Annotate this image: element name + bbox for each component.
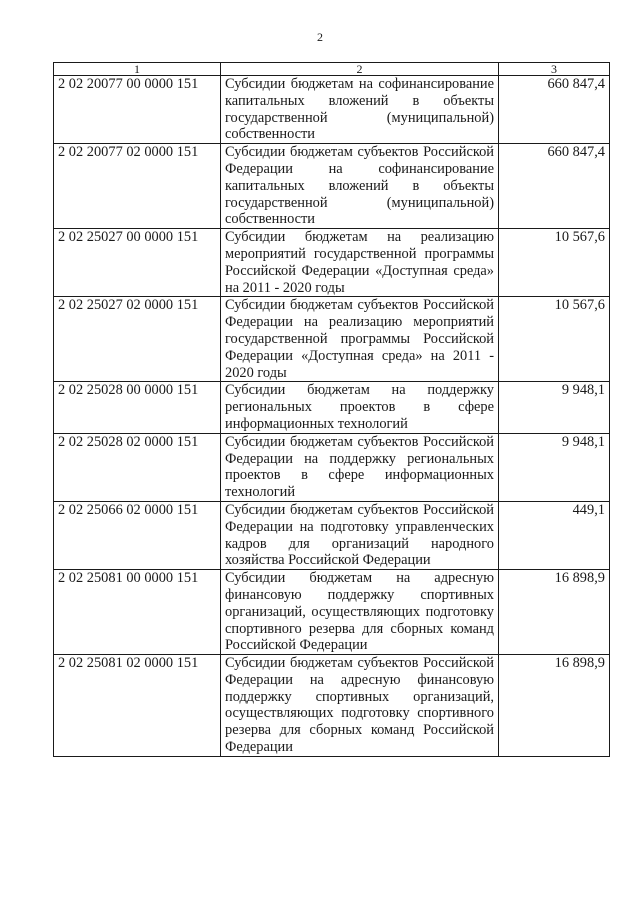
- description-cell: Субсидии бюджетам субъектов Российской Федерации на поддержку региональных проектов в сфере информационных технологий: [221, 433, 499, 501]
- description-cell: Субсидии бюджетам субъектов Российской Федерации на софинансирование капитальных вложений в объекты государственной (муниципальной) собственности: [221, 144, 499, 229]
- budget-code-cell: 2 02 25027 02 0000 151: [54, 297, 221, 382]
- table-row: [54, 144, 610, 229]
- table-row: [54, 433, 610, 501]
- amount-cell: 449,1: [499, 501, 610, 569]
- budget-code-cell: 2 02 25028 00 0000 151: [54, 382, 221, 433]
- amount-cell: 10 567,6: [499, 229, 610, 297]
- description-cell: Субсидии бюджетам на поддержку региональных проектов в сфере информационных технологий: [221, 382, 499, 433]
- column-header-amount: 3: [499, 63, 610, 76]
- amount-cell: 10 567,6: [499, 297, 610, 382]
- table-row: [54, 297, 610, 382]
- budget-code-cell: 2 02 25066 02 0000 151: [54, 501, 221, 569]
- budget-revenue-table: [53, 62, 610, 757]
- table-row: [54, 229, 610, 297]
- column-header-name: 2: [221, 63, 499, 76]
- table-row: [54, 501, 610, 569]
- table-row: [54, 655, 610, 757]
- table-row: [54, 76, 610, 144]
- amount-cell: 9 948,1: [499, 433, 610, 501]
- column-header-code: 1: [54, 63, 221, 76]
- description-cell: Субсидии бюджетам на реализацию мероприятий государственной программы Российской Федерации «Доступная среда» на 2011 - 2020 годы: [221, 229, 499, 297]
- budget-code-cell: 2 02 25081 02 0000 151: [54, 655, 221, 757]
- table-row: [54, 382, 610, 433]
- amount-cell: 9 948,1: [499, 382, 610, 433]
- description-cell: Субсидии бюджетам на софинансирование капитальных вложений в объекты государственной (муниципальной) собственности: [221, 76, 499, 144]
- description-cell: Субсидии бюджетам субъектов Российской Федерации на подготовку управленческих кадров для организаций народного хозяйства Российской Федерации: [221, 501, 499, 569]
- budget-code-cell: 2 02 25081 00 0000 151: [54, 570, 221, 655]
- description-cell: Субсидии бюджетам на адресную финансовую поддержку спортивных организаций, осуществляющих подготовку спортивного резерва для сборных команд Российской Федерации: [221, 570, 499, 655]
- amount-cell: 660 847,4: [499, 144, 610, 229]
- budget-code-cell: 2 02 20077 02 0000 151: [54, 144, 221, 229]
- amount-cell: 660 847,4: [499, 76, 610, 144]
- budget-code-cell: 2 02 20077 00 0000 151: [54, 76, 221, 144]
- amount-cell: 16 898,9: [499, 570, 610, 655]
- budget-code-cell: 2 02 25028 02 0000 151: [54, 433, 221, 501]
- budget-code-cell: 2 02 25027 00 0000 151: [54, 229, 221, 297]
- header-row: [54, 63, 610, 76]
- table-row: [54, 570, 610, 655]
- description-cell: Субсидии бюджетам субъектов Российской Федерации на реализацию мероприятий государственной программы Российской Федерации «Доступная среда» на 2011 - 2020 годы: [221, 297, 499, 382]
- description-cell: Субсидии бюджетам субъектов Российской Федерации на адресную финансовую поддержку спортивных организаций, осуществляющих подготовку спортивного резерва для сборных команд Российской Федерации: [221, 655, 499, 757]
- page-number: 2: [317, 30, 323, 44]
- amount-cell: 16 898,9: [499, 655, 610, 757]
